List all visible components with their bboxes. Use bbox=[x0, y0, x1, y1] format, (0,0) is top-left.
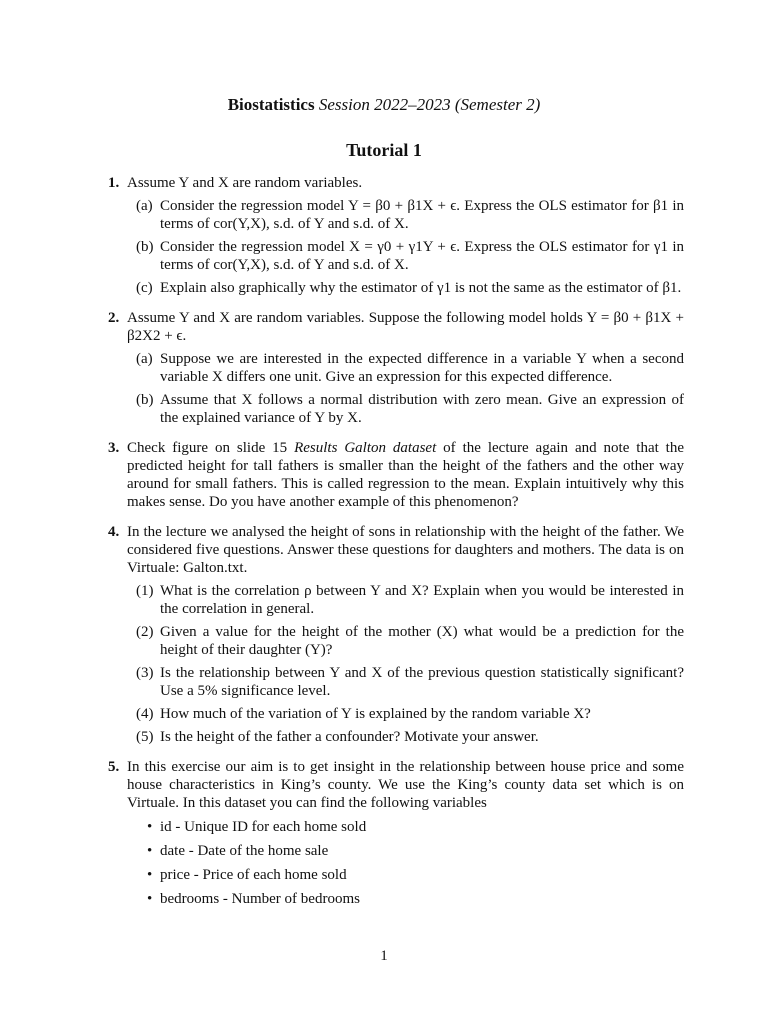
variable-description: id - Unique ID for each home sold bbox=[160, 819, 367, 835]
part-text: Consider the regression model X = γ0 + γ1Y + ϵ. Express the OLS estimator for γ1 in terms of cor(Y,X), s.d. of Y and s.d. of X. bbox=[160, 239, 684, 273]
question-4-part-3 bbox=[127, 664, 684, 700]
question-text: In the lecture we analysed the height of sons in relationship with the height of the father. We considered five questions. Answer these questions for daughters and mothers. The data is on Virtuale: Galton.txt. bbox=[127, 524, 684, 576]
course-subject: Biostatistics bbox=[227, 95, 315, 114]
part-label: (b) bbox=[136, 239, 154, 255]
part-text: Consider the regression model Y = β0 + β1X + ϵ. Express the OLS estimator for β1 in terms of cor(Y,X), s.d. of Y and s.d. of X. bbox=[160, 198, 684, 232]
bullet-icon: • bbox=[147, 819, 153, 835]
variable-description: price - Price of each home sold bbox=[160, 867, 347, 883]
question-2-part-a bbox=[127, 350, 684, 386]
question-text bbox=[127, 439, 684, 511]
question-4-part-4 bbox=[127, 705, 684, 723]
part-label: (a) bbox=[136, 351, 153, 367]
bullet-icon: • bbox=[147, 867, 153, 883]
question-4-part-1 bbox=[127, 582, 684, 618]
question-1 bbox=[108, 174, 684, 297]
part-text: Is the height of the father a confounder? Motivate your answer. bbox=[160, 729, 539, 745]
question-4-part-5 bbox=[127, 728, 684, 746]
question-5 bbox=[108, 758, 684, 908]
part-text: Explain also graphically why the estimator of γ1 is not the same as the estimator of β1. bbox=[160, 280, 682, 296]
part-text: Assume that X follows a normal distribution with zero mean. Give an expression of the explained variance of Y by X. bbox=[160, 392, 684, 426]
page-number: 1 bbox=[380, 948, 388, 964]
part-text: Suppose we are interested in the expected difference in a variable Y when a second variable X differs one unit. Give an expression for this expected difference. bbox=[160, 351, 684, 385]
question-text: Assume Y and X are random variables. bbox=[127, 175, 363, 191]
part-text: Is the relationship between Y and X of the previous question statistically significant? Use a 5% significance level. bbox=[160, 665, 684, 699]
part-label: (3) bbox=[136, 665, 154, 681]
question-number: 5. bbox=[108, 759, 120, 775]
part-label: (c) bbox=[136, 280, 153, 296]
bullet-icon: • bbox=[147, 891, 153, 907]
part-label: (1) bbox=[136, 583, 154, 599]
question-1-part-c bbox=[127, 279, 684, 297]
part-label: (a) bbox=[136, 198, 153, 214]
question-4-part-2 bbox=[127, 623, 684, 659]
question-text: In this exercise our aim is to get insight in the relationship between house price and some house characteristics in King’s county. We use the King’s county data set which is on Virtuale. In this dataset you can find the following variables bbox=[127, 759, 684, 811]
course-header bbox=[0, 95, 768, 115]
part-text: How much of the variation of Y is explained by the random variable X? bbox=[160, 706, 591, 722]
question-2-part-b bbox=[127, 391, 684, 427]
part-text: What is the correlation ρ between Y and X? Explain when you would be interested in the correlation in general. bbox=[160, 583, 684, 617]
variable-list-item bbox=[127, 842, 684, 860]
part-label: (4) bbox=[136, 706, 154, 722]
variable-description: date - Date of the home sale bbox=[160, 843, 329, 859]
question-number: 1. bbox=[108, 175, 120, 191]
variable-list-item bbox=[127, 818, 684, 836]
part-label: (b) bbox=[136, 392, 154, 408]
question-1-part-a bbox=[127, 197, 684, 233]
question-4 bbox=[108, 523, 684, 746]
course-session: Session 2022–2023 (Semester 2) bbox=[318, 95, 541, 114]
question-text-start: Check figure on slide 15 bbox=[127, 440, 288, 456]
question-text-end: of the lecture again and note that the predicted height for tall fathers is smaller than the height of the fathers and the other way around for small fathers. This is called regression to the mean. Explain intuitively why this makes sense. Do you have another example of this phenomenon? bbox=[127, 440, 685, 510]
variable-list-item bbox=[127, 866, 684, 884]
bullet-icon: • bbox=[147, 843, 153, 859]
question-number: 3. bbox=[108, 440, 120, 456]
question-3 bbox=[108, 439, 684, 511]
part-text: Given a value for the height of the mother (X) what would be a prediction for the height of their daughter (Y)? bbox=[160, 624, 684, 658]
question-text: Assume Y and X are random variables. Suppose the following model holds Y = β0 + β1X + β2X2 + ϵ. bbox=[127, 310, 684, 344]
part-label: (2) bbox=[136, 624, 154, 640]
part-label: (5) bbox=[136, 729, 154, 745]
variable-list-item bbox=[127, 890, 684, 908]
question-list bbox=[108, 174, 684, 920]
tutorial-title: Tutorial 1 bbox=[346, 140, 422, 160]
question-number: 4. bbox=[108, 524, 120, 540]
variable-description: bedrooms - Number of bedrooms bbox=[160, 891, 360, 907]
question-2 bbox=[108, 309, 684, 427]
dataset-reference: Results Galton dataset bbox=[294, 440, 437, 456]
question-number: 2. bbox=[108, 310, 120, 326]
question-1-part-b bbox=[127, 238, 684, 274]
